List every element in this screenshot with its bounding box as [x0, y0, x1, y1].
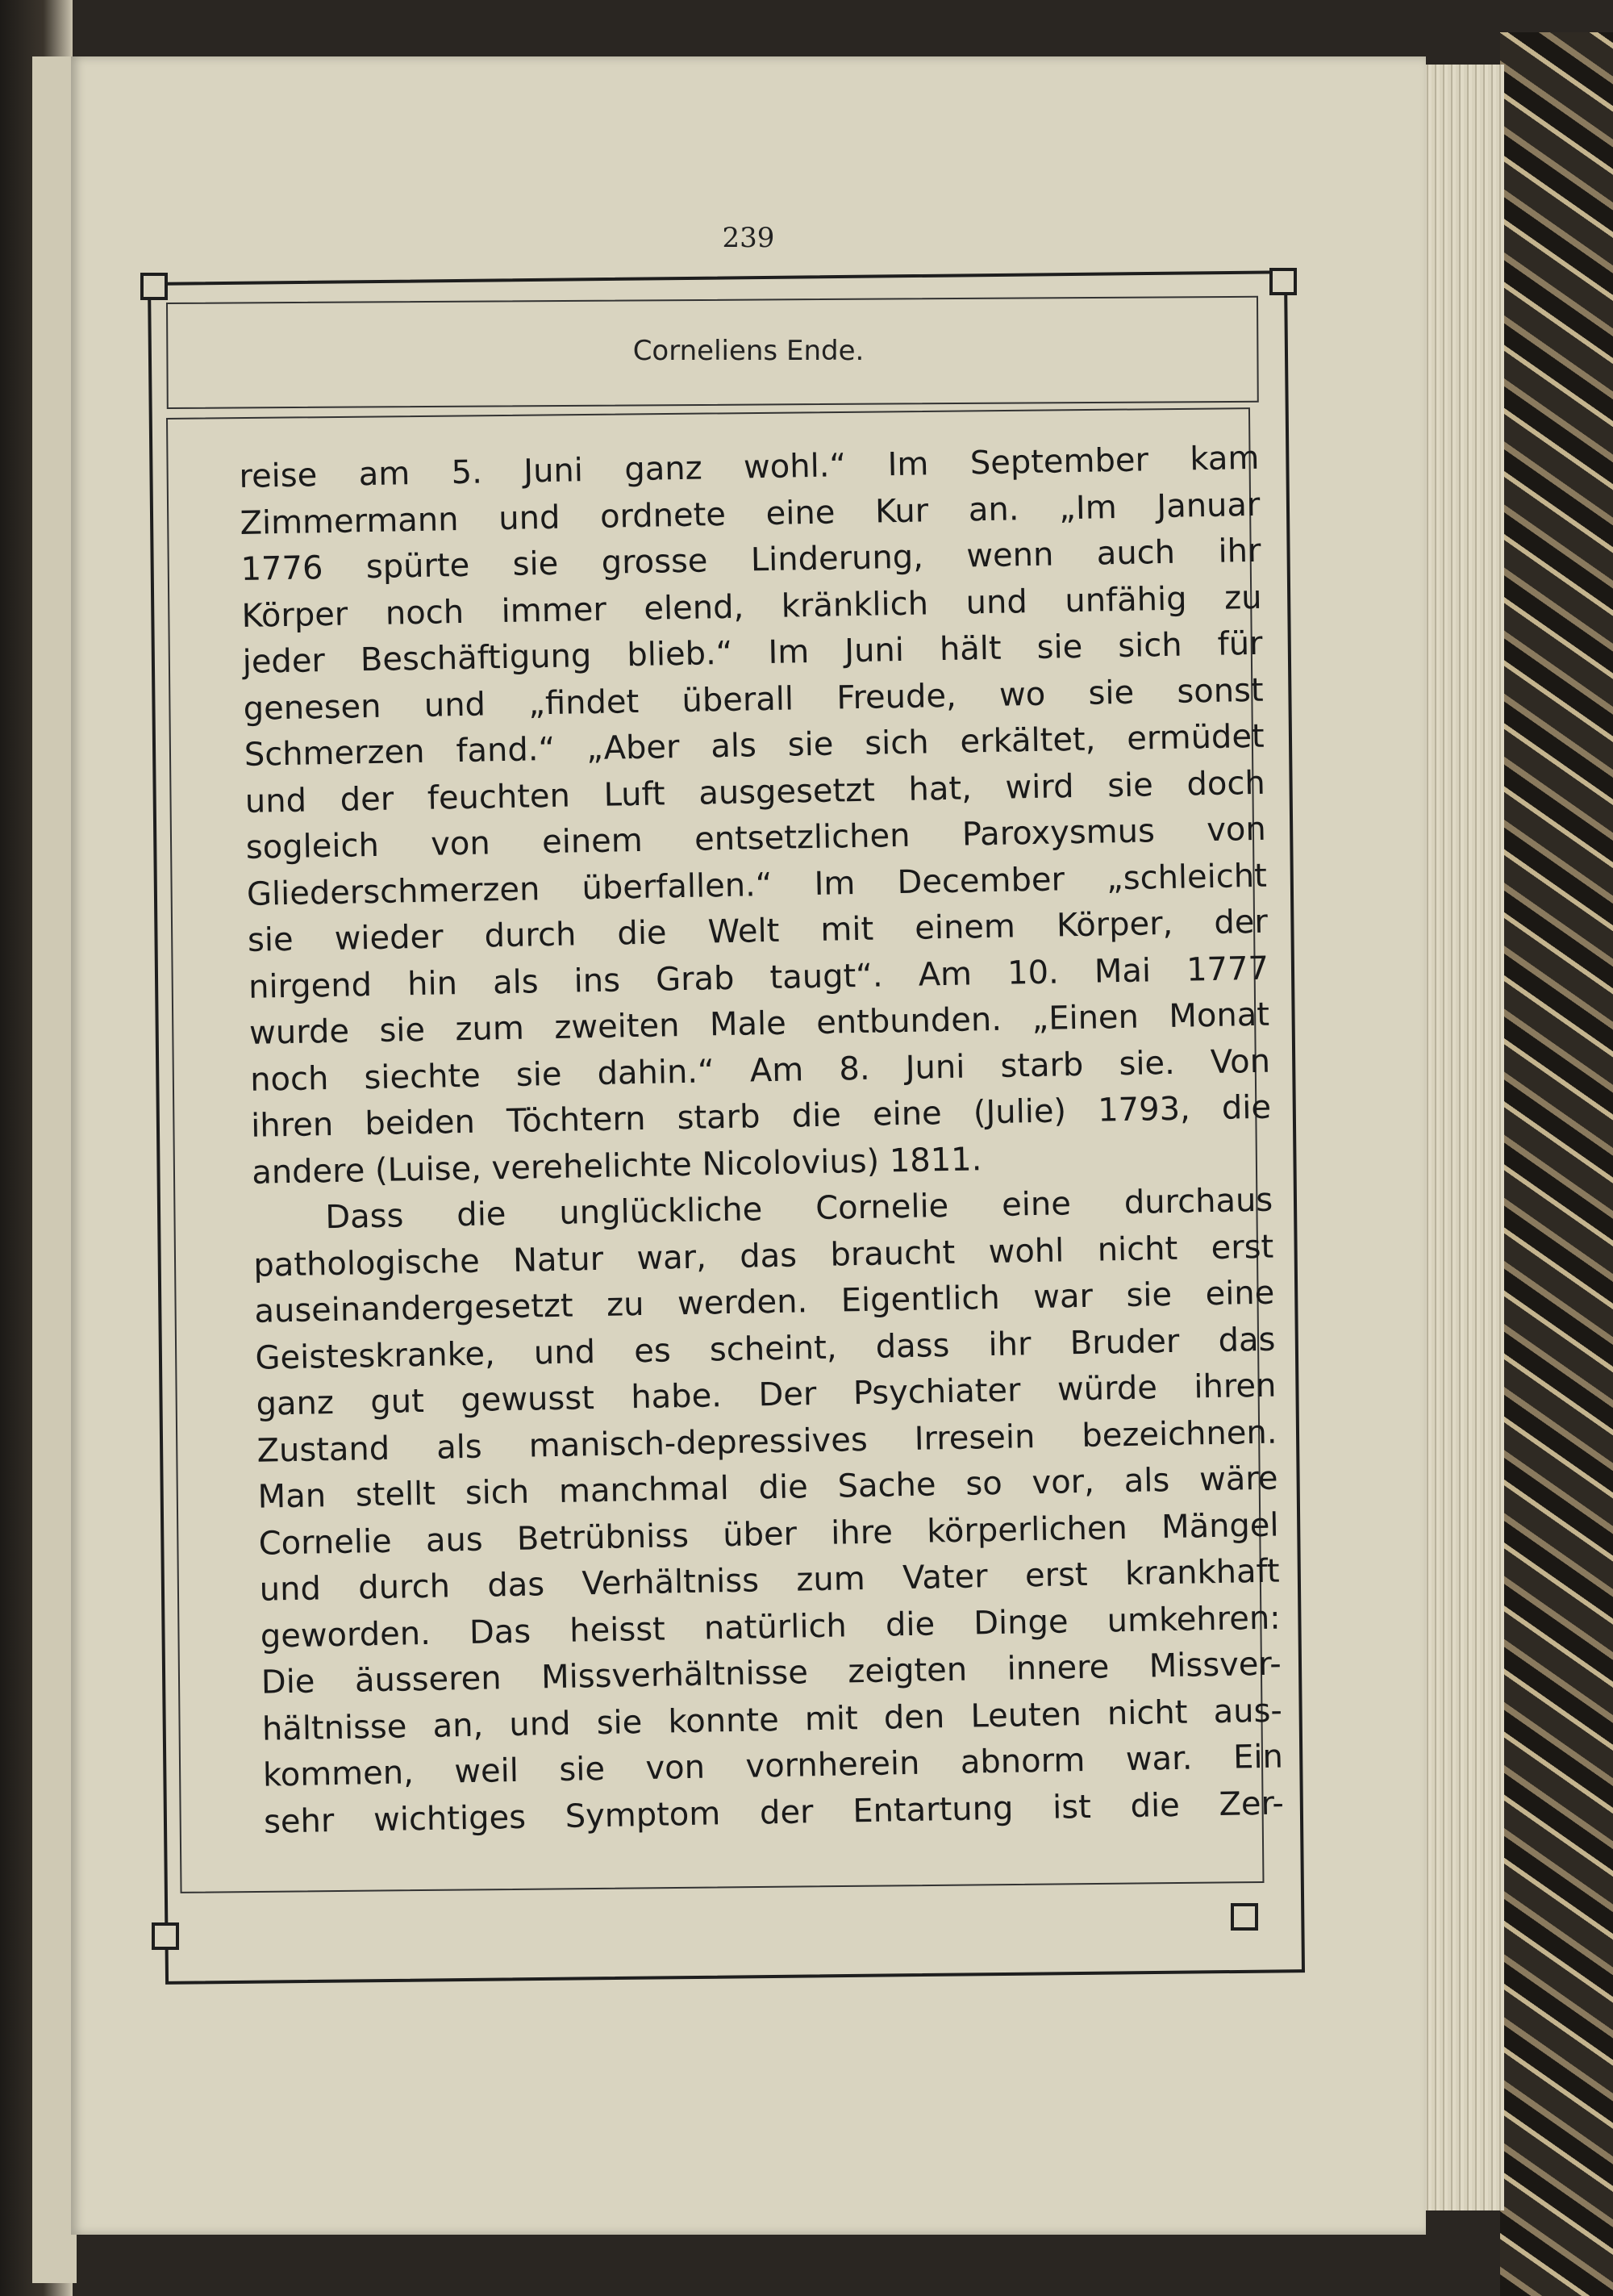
- text-line: ihren beiden Töchtern starb die eine (Julie) 1793, die: [250, 1088, 1272, 1145]
- text-line: Cornelie aus Betrübniss über ihre körperlichen Mängel: [258, 1506, 1279, 1563]
- text-line: kommen, weil sie von vornherein abnorm war. Ein: [262, 1738, 1284, 1794]
- text-line: genesen und „findet überall Freude, wo sie sonst: [243, 671, 1264, 728]
- text-line: und durch das Verhältniss zum Vater erst krankhaft: [259, 1552, 1281, 1609]
- frame-corner-bottom-left: [152, 1922, 179, 1950]
- left-page-edge: [32, 56, 77, 2283]
- text-line: Schmerzen fand.“ „Aber als sie sich erkältet, ermüdet: [244, 717, 1265, 774]
- text-line: wurde sie zum zweiten Male entbunden. „Einen Monat: [248, 996, 1270, 1052]
- text-line: reise am 5. Juni ganz wohl.“ Im September kam: [239, 439, 1260, 495]
- frame-corner-top-left: [140, 273, 168, 300]
- page-number: 239: [722, 222, 775, 254]
- marbled-cover-right: [1500, 32, 1613, 2296]
- text-line: Geisteskranke, und es scheint, dass ihr Bruder das: [255, 1321, 1276, 1377]
- text-line: ganz gut gewusst habe. Der Psychiater würde ihren: [256, 1367, 1277, 1423]
- text-line: pathologische Natur war, das braucht wohl nicht erst: [253, 1228, 1274, 1284]
- text-line: Die äusseren Missverhältnisse zeigten innere Missver-: [260, 1645, 1282, 1701]
- text-line: Zimmermann und ordnete eine Kur an. „Im Januar: [240, 486, 1261, 542]
- text-line: sogleich von einem entsetzlichen Paroxysmus von: [245, 810, 1267, 866]
- book-page: [71, 56, 1426, 2235]
- frame-corner-top-right: [1269, 268, 1297, 295]
- text-line: sie wieder durch die Welt mit einem Körper, der: [247, 903, 1269, 959]
- text-line: Zustand als manisch-depressives Irresein bezeichnen.: [256, 1413, 1277, 1470]
- running-head: Corneliens Ende.: [632, 335, 865, 367]
- text-line: nirgend hin als ins Grab taugt“. Am 10. Mai 1777: [248, 950, 1269, 1006]
- text-line: andere (Luise, verehelichte Nicolovius) 1811.: [251, 1140, 982, 1192]
- text-line: geworden. Das heisst natürlich die Dinge umkehren:: [260, 1599, 1282, 1655]
- text-line: auseinandergesetzt zu werden. Eigentlich war sie eine: [254, 1274, 1275, 1330]
- body-text: [239, 436, 1284, 1846]
- text-line: Man stellt sich manchmal die Sache so vor, als wäre: [257, 1459, 1278, 1516]
- text-line: hältnisse an, und sie konnte mit den Leuten nicht aus-: [261, 1692, 1283, 1748]
- text-line: 1776 spürte sie grosse Linderung, wenn auch ihr: [240, 532, 1261, 588]
- frame-corner-bottom-right: [1231, 1903, 1258, 1931]
- text-line: Körper noch immer elend, kränklich und unfähig zu: [241, 578, 1262, 635]
- text-line: und der feuchten Luft ausgesetzt hat, wird sie doch: [244, 764, 1266, 820]
- text-line: Gliederschmerzen überfallen.“ Im December „schleicht: [246, 857, 1268, 913]
- text-line: Dass die unglückliche Cornelie eine durchaus: [324, 1181, 1273, 1237]
- text-line: jeder Beschäftigung blieb.“ Im Juni hält sie sich für: [242, 624, 1263, 681]
- text-line: noch siechte sie dahin.“ Am 8. Juni starb sie. Von: [249, 1042, 1271, 1099]
- text-line: sehr wichtiges Symptom der Entartung ist die Zer-: [263, 1785, 1285, 1841]
